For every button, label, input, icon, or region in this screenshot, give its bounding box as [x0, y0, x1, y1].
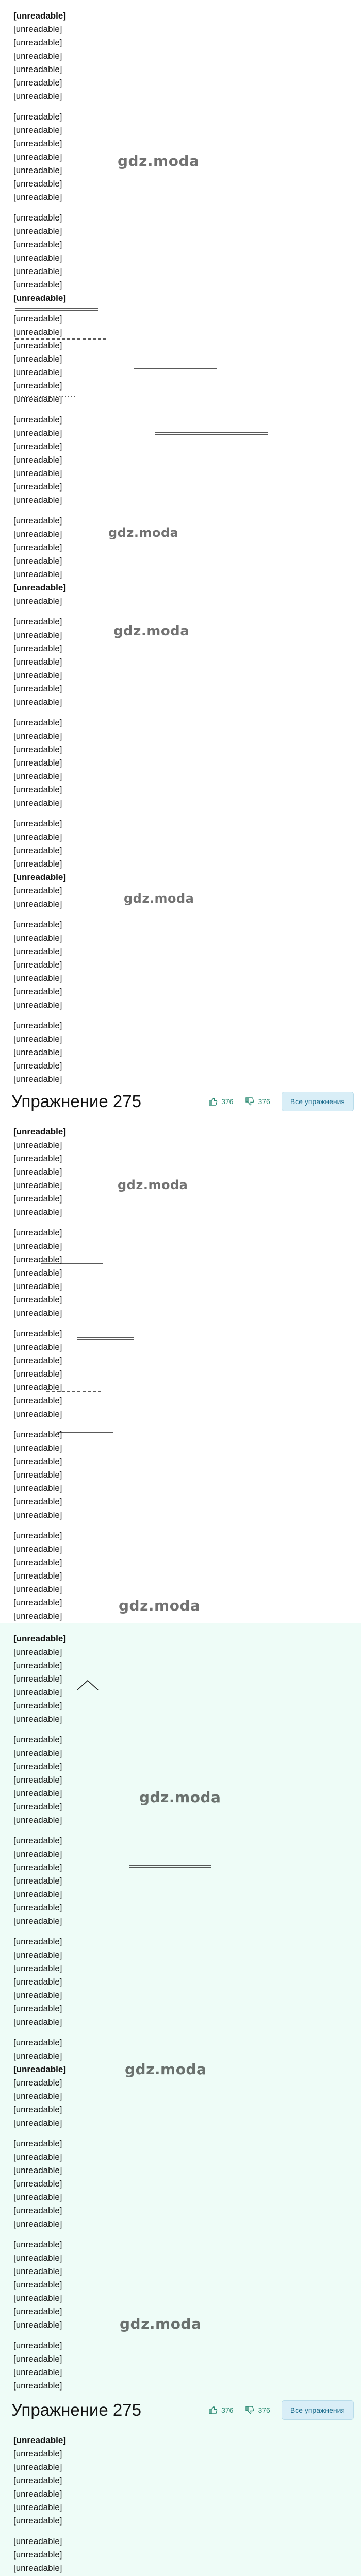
answer-text-line: [unreadable] — [13, 2219, 62, 2229]
answer-text-line: [unreadable] — [13, 859, 62, 869]
answer-text-line: [unreadable] — [13, 617, 62, 626]
answer-text-line: [unreadable] — [13, 2293, 62, 2303]
thumbs-down-icon — [244, 2405, 255, 2415]
paragraph-gap — [13, 1827, 348, 1834]
paragraph-gap — [13, 103, 348, 110]
paragraph-gap — [13, 1421, 348, 1428]
answer-text-line: [unreadable] — [13, 1497, 62, 1506]
answer-text-line: [unreadable] — [13, 1937, 62, 1946]
answer-text-line: [unreadable] — [13, 192, 62, 202]
answer-text-line: [unreadable] — [13, 213, 62, 223]
answer-text-line: [unreadable] — [13, 1140, 62, 1150]
answer-text-line: [unreadable] — [13, 718, 62, 727]
answer-text-line: [unreadable] — [13, 2017, 62, 2027]
answer-text-line: [unreadable] — [13, 1735, 62, 1744]
answer-text-line: [unreadable] — [13, 2449, 62, 2459]
answer-text-line: [unreadable] — [13, 1228, 62, 1238]
answer-text-line: [unreadable] — [13, 2516, 62, 2526]
answer-text-line: [unreadable] — [13, 1034, 62, 1044]
answer-text-line: [unreadable] — [13, 2253, 62, 2263]
watermark: gdz.moda — [125, 2061, 207, 2078]
answer-text-line: [unreadable] — [13, 771, 62, 781]
paragraph-gap — [13, 2528, 348, 2535]
answer-text-line: [unreadable] — [13, 1598, 62, 1607]
answer-text-line: [unreadable] — [13, 2367, 62, 2377]
paragraph-gap — [13, 2231, 348, 2238]
all-exercises-button[interactable]: Все упражнения — [282, 2400, 354, 2420]
answer-text-line: [unreadable] — [13, 684, 62, 693]
answer-text-line: [unreadable] — [13, 1255, 62, 1264]
answer-text-line: [unreadable] — [13, 798, 62, 808]
answer-text-line: [unreadable] — [13, 468, 62, 478]
answer-text-line: [unreadable] — [13, 1775, 62, 1785]
answer-text-line: [unreadable] — [13, 482, 62, 492]
answer-text-line: [unreadable] — [13, 428, 62, 438]
answer-text-line: [unreadable] — [13, 1281, 62, 1291]
dislike-count: 376 — [258, 2406, 270, 2414]
watermark: gdz.moda — [118, 152, 200, 170]
like-count: 376 — [221, 1097, 234, 1106]
answer-text-line: [unreadable] — [13, 1889, 62, 1899]
like-button[interactable] — [208, 2405, 233, 2415]
answer-text-line: [unreadable] — [13, 240, 62, 249]
answer-text-line: [unreadable] — [13, 226, 62, 236]
answer-text-line: [unreadable] — [13, 2536, 62, 2546]
answer-text-line: [unreadable] — [13, 354, 62, 364]
answer-text-line: [unreadable] — [13, 415, 62, 425]
answer-text-line: [unreadable] — [13, 1241, 62, 1251]
answer-text-line: [unreadable] — [13, 832, 62, 842]
answer-text-line: [unreadable] — [13, 1154, 62, 1163]
answer-text-line: [unreadable] — [13, 2139, 62, 2148]
answer-text-line: [unreadable] — [13, 1510, 62, 1520]
answer-text-line: [unreadable] — [13, 2064, 67, 2074]
answer-text-line: [unreadable] — [13, 327, 62, 337]
answer-text-line: [unreadable] — [13, 2091, 62, 2101]
answer-text-line: [unreadable] — [13, 1047, 62, 1057]
answer-text-line: [unreadable] — [13, 1194, 62, 1204]
answer-text-line: [unreadable] — [13, 2502, 62, 2512]
paragraph-gap — [13, 1012, 348, 1019]
answer-text-line: [unreadable] — [13, 2354, 62, 2364]
answer-text-line: [unreadable] — [13, 1544, 62, 1554]
answer-text-line: [unreadable] — [13, 643, 62, 653]
answer-section-3 — [0, 1623, 361, 2396]
answer-text-line: [unreadable] — [13, 1329, 62, 1338]
answer-text-line: [unreadable] — [13, 744, 62, 754]
answer-text-line: [unreadable] — [13, 697, 62, 707]
answer-text-line: [unreadable] — [13, 630, 62, 640]
answer-section-1 — [0, 0, 361, 1087]
answer-text-line: [unreadable] — [13, 1990, 62, 2000]
answer-text-line: [unreadable] — [13, 495, 62, 505]
answer-text-line: [unreadable] — [13, 1021, 62, 1030]
answer-text-line: [unreadable] — [13, 394, 62, 404]
answer-text-line: [unreadable] — [13, 1584, 62, 1594]
answer-text-line: [unreadable] — [13, 1788, 62, 1798]
exercise-title: Упражнение 275 — [11, 1092, 141, 1111]
answer-text-line: [unreadable] — [13, 543, 62, 552]
answer-text-line: [unreadable] — [13, 657, 62, 667]
answer-text-line: [unreadable] — [13, 2550, 62, 2560]
answer-text-line: [unreadable] — [13, 1903, 62, 1912]
paragraph-gap — [13, 507, 348, 514]
answer-text-line: [unreadable] — [13, 1342, 62, 1352]
answer-text-line: [unreadable] — [13, 1409, 62, 1419]
answer-text-line: [unreadable] — [13, 1674, 62, 1684]
answer-text-line: [unreadable] — [13, 1396, 62, 1405]
answer-text-line: [unreadable] — [13, 758, 62, 768]
answer-text-line: [unreadable] — [13, 38, 62, 47]
exercise-title: Упражнение 275 — [11, 2400, 141, 2419]
answer-text-line: [unreadable] — [13, 845, 62, 855]
paragraph-gap — [13, 1219, 348, 1226]
answer-text-line: [unreadable] — [13, 1611, 62, 1621]
answer-text-line: [unreadable] — [13, 2280, 62, 2290]
answer-text-line: [unreadable] — [13, 1382, 62, 1392]
answer-text-line: [unreadable] — [13, 1836, 62, 1845]
paragraph-gap — [13, 709, 348, 716]
answer-text-line: [unreadable] — [13, 152, 62, 162]
paragraph-gap — [13, 1522, 348, 1529]
answer-text-line: [unreadable] — [13, 1127, 67, 1137]
answer-text-line: [unreadable] — [13, 2105, 62, 2114]
like-count: 376 — [221, 2406, 234, 2414]
watermark: gdz.moda — [120, 2315, 202, 2332]
answer-text-line: [unreadable] — [13, 1977, 62, 1987]
answer-text-line: [unreadable] — [13, 2381, 62, 2391]
answer-text-line: [unreadable] — [13, 381, 62, 391]
answer-text-line: [unreadable] — [13, 2118, 62, 2128]
answer-text-line: [unreadable] — [13, 1268, 62, 1278]
answer-text-line: [unreadable] — [13, 960, 62, 970]
answer-text-line: [unreadable] — [13, 1000, 62, 1010]
watermark: gdz.moda — [139, 1789, 221, 1806]
answer-text-line: [unreadable] — [13, 1557, 62, 1567]
answer-text-line: [unreadable] — [13, 1074, 62, 1084]
answer-text-line: [unreadable] — [13, 78, 62, 88]
answer-text-line: [unreadable] — [13, 872, 67, 882]
answer-text-line: [unreadable] — [13, 2320, 62, 2330]
answer-text-line: [unreadable] — [13, 583, 67, 592]
answer-text-line: [unreadable] — [13, 1634, 67, 1643]
answer-text-line: [unreadable] — [13, 64, 62, 74]
answer-text-line: [unreadable] — [13, 1571, 62, 1581]
answer-text-line: [unreadable] — [13, 2206, 62, 2215]
answer-text-line: [unreadable] — [13, 785, 62, 794]
watermark: gdz.moda — [113, 623, 190, 639]
paragraph-gap — [13, 1928, 348, 1935]
answer-text-line: [unreadable] — [13, 1660, 62, 1670]
answer-text-line: [unreadable] — [13, 1950, 62, 1960]
paragraph-gap — [13, 1726, 348, 1733]
answer-text-line: [unreadable] — [13, 2563, 62, 2573]
answer-text-line: [unreadable] — [13, 1714, 62, 1724]
paragraph-gap — [13, 911, 348, 918]
answer-text-line: [unreadable] — [13, 2078, 62, 2088]
paragraph-gap — [13, 2130, 348, 2137]
answer-text-line: [unreadable] — [13, 1308, 62, 1318]
paragraph-gap — [13, 810, 348, 817]
thumbs-up-icon — [208, 1096, 218, 1107]
paragraph-gap — [13, 406, 348, 413]
answer-text-line: [unreadable] — [13, 1849, 62, 1859]
answer-text-line: [unreadable] — [13, 1443, 62, 1453]
answer-text-line: [unreadable] — [13, 341, 62, 350]
answer-text-line: [unreadable] — [13, 2462, 62, 2472]
paragraph-gap — [13, 1320, 348, 1327]
answer-text-line: [unreadable] — [13, 2152, 62, 2162]
answer-text-line: [unreadable] — [13, 24, 62, 34]
answer-text-line: [unreadable] — [13, 266, 62, 276]
answer-text-line: [unreadable] — [13, 11, 67, 21]
answer-text-line: [unreadable] — [13, 1061, 62, 1071]
answer-text-line: [unreadable] — [13, 1369, 62, 1379]
answer-text-line: [unreadable] — [13, 1862, 62, 1872]
answer-text-line: [unreadable] — [13, 1701, 62, 1710]
answer-text-line: [unreadable] — [13, 2179, 62, 2189]
answer-text-line: [unreadable] — [13, 1916, 62, 1926]
answer-text-line: [unreadable] — [13, 139, 62, 148]
answer-text-line: [unreadable] — [13, 165, 62, 175]
answer-text-line: [unreadable] — [13, 51, 62, 61]
answer-text-line: [unreadable] — [13, 556, 62, 566]
answer-text-line: [unreadable] — [13, 2341, 62, 2350]
watermark: gdz.moda — [124, 891, 194, 906]
dislike-count: 376 — [258, 1097, 270, 1106]
answer-text-line: [unreadable] — [13, 1815, 62, 1825]
answer-section-4 — [0, 2425, 361, 2576]
exercise-header-2 — [0, 2396, 361, 2425]
answer-text-line: [unreadable] — [13, 2165, 62, 2175]
answer-text-line: [unreadable] — [13, 731, 62, 741]
thumbs-up-icon — [208, 2405, 218, 2415]
answer-text-line: [unreadable] — [13, 973, 62, 983]
answer-text-line: [unreadable] — [13, 1167, 62, 1177]
exercise-header-1 — [0, 1087, 361, 1116]
answer-text-line: [unreadable] — [13, 2266, 62, 2276]
answer-text-line: [unreadable] — [13, 670, 62, 680]
answer-text-line: [unreadable] — [13, 112, 62, 122]
answer-text-line: [unreadable] — [13, 529, 62, 539]
paragraph-gap — [13, 608, 348, 615]
dislike-button[interactable] — [244, 2405, 270, 2415]
answer-text-line: [unreadable] — [13, 1876, 62, 1886]
answer-text-line: [unreadable] — [13, 1207, 62, 1217]
paragraph-gap — [13, 305, 348, 312]
answer-text-line: [unreadable] — [13, 280, 62, 290]
paragraph-gap — [13, 204, 348, 211]
answer-text-line: [unreadable] — [13, 2051, 62, 2061]
dislike-button[interactable] — [244, 1096, 270, 1107]
answer-text-line: [unreadable] — [13, 886, 62, 895]
paragraph-gap — [13, 2029, 348, 2036]
answer-text-line: [unreadable] — [13, 2476, 62, 2485]
answer-text-line: [unreadable] — [13, 1355, 62, 1365]
answer-text-line: [unreadable] — [13, 1761, 62, 1771]
watermark: gdz.moda — [118, 1178, 188, 1192]
answer-text-line: [unreadable] — [13, 1456, 62, 1466]
answer-text-line: [unreadable] — [13, 946, 62, 956]
answer-text-line: [unreadable] — [13, 1687, 62, 1697]
thumbs-down-icon — [244, 1096, 255, 1107]
answer-text-line: [unreadable] — [13, 2038, 62, 2047]
watermark: gdz.moda — [119, 1597, 201, 1614]
answer-text-line: [unreadable] — [13, 2192, 62, 2202]
answer-text-line: [unreadable] — [13, 125, 62, 135]
answer-text-line: [unreadable] — [13, 1963, 62, 1973]
paragraph-gap — [13, 2332, 348, 2339]
answer-text-line: [unreadable] — [13, 1430, 62, 1439]
answer-text-line: [unreadable] — [13, 987, 62, 996]
answer-text-line: [unreadable] — [13, 1531, 62, 1540]
answer-text-line: [unreadable] — [13, 367, 62, 377]
answer-text-line: [unreadable] — [13, 596, 62, 606]
answer-text-line: [unreadable] — [13, 1483, 62, 1493]
answer-text-line: [unreadable] — [13, 442, 62, 451]
answer-text-line: [unreadable] — [13, 1802, 62, 1811]
answer-text-line: [unreadable] — [13, 2489, 62, 2499]
answer-text-line: [unreadable] — [13, 2307, 62, 2316]
answer-text-line: [unreadable] — [13, 1470, 62, 1480]
answer-text-line: [unreadable] — [13, 91, 62, 101]
answer-text-line: [unreadable] — [13, 2240, 62, 2249]
answer-text-line: [unreadable] — [13, 293, 67, 303]
like-button[interactable] — [208, 1096, 233, 1107]
answer-text-line: [unreadable] — [13, 933, 62, 943]
answer-section-2 — [0, 1116, 361, 1623]
answer-text-line: [unreadable] — [13, 314, 62, 324]
answer-text-line: [unreadable] — [13, 2435, 67, 2445]
answer-text-line: [unreadable] — [13, 516, 62, 526]
answer-text-line: [unreadable] — [13, 1295, 62, 1304]
answer-text-line: [unreadable] — [13, 1748, 62, 1758]
answer-text-line: [unreadable] — [13, 920, 62, 929]
answer-text-line: [unreadable] — [13, 2004, 62, 2013]
answer-text-line: [unreadable] — [13, 179, 62, 189]
answer-text-line: [unreadable] — [13, 253, 62, 263]
all-exercises-button[interactable]: Все упражнения — [282, 1092, 354, 1111]
answer-text-line: [unreadable] — [13, 899, 62, 909]
answer-text-line: [unreadable] — [13, 819, 62, 828]
answer-text-line: [unreadable] — [13, 455, 62, 465]
answer-text-line: [unreadable] — [13, 1180, 62, 1190]
watermark: gdz.moda — [108, 526, 179, 540]
answer-text-line: [unreadable] — [13, 1647, 62, 1657]
answer-text-line: [unreadable] — [13, 569, 62, 579]
